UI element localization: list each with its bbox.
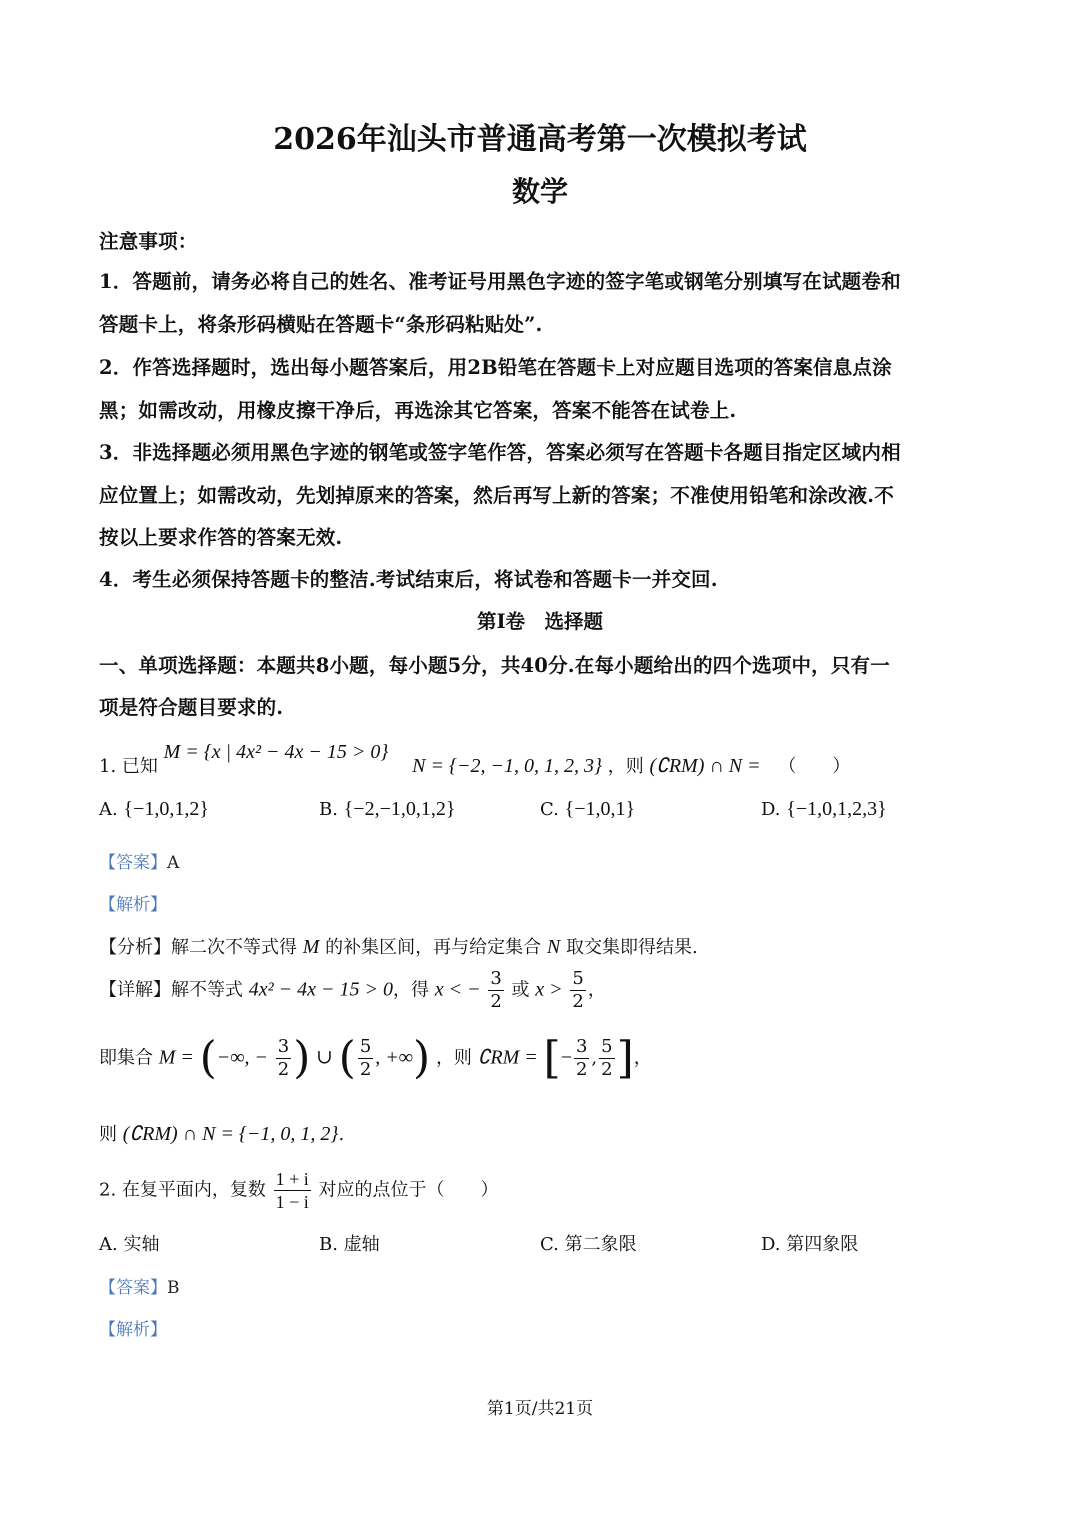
frac-den: 2 [359, 1059, 372, 1080]
q2-option-b[interactable] [319, 1230, 380, 1256]
q1-fenxi [99, 933, 698, 959]
line2-m: M = [158, 1046, 194, 1069]
q2-analysis-tag: 【解析】 [99, 1320, 167, 1340]
q1-prefix: 1. 已知 [99, 756, 158, 777]
q1-option-a[interactable] [99, 798, 209, 821]
frac-num: 3 [277, 1036, 290, 1057]
line3-end: . [338, 1124, 345, 1145]
answer-tag: 【答案】 [99, 853, 167, 873]
q2-option-a[interactable] [99, 1230, 159, 1256]
q1-set-n: N = {−2, −1, 0, 1, 2, 3} [412, 755, 602, 777]
q2-option-d[interactable] [761, 1230, 858, 1256]
xiangjie-text: ，得 [392, 979, 429, 1001]
notice-heading: 注意事项： [99, 230, 198, 253]
notice-line-1: 1．答题前，请务必将自己的姓名、准考证号用黑色字迹的签字笔或钢笔分别填写在试题卷和 [99, 270, 901, 293]
frac-den: 2 [601, 1059, 613, 1080]
line2-text: ，则 [435, 1047, 472, 1069]
option-label: B. [319, 1234, 338, 1255]
frac-num: 5 [359, 1036, 372, 1057]
option-value: 实轴 [123, 1234, 160, 1255]
notice-line-6: 应位置上；如需改动，先划掉原来的答案，然后再写上新的答案；不准使用铅笔和涂改液.不 [99, 484, 894, 507]
fraction [599, 1036, 614, 1081]
frac-den: 2 [277, 1059, 290, 1080]
notice-line-7: 按以上要求作答的答案无效. [99, 526, 343, 549]
notice-line-3: 2．作答选择题时，选出每小题答案后，用2B铅笔在答题卡上对应题目选项的答案信息点涂 [99, 356, 892, 379]
option-label: A. [99, 1234, 118, 1255]
q1-option-b[interactable] [319, 798, 455, 821]
frac-num: 1 + i [275, 1169, 309, 1189]
fenxi-text: 解二次不等式得 [171, 937, 297, 958]
frac-den: 1 − i [275, 1192, 309, 1212]
q1-option-d[interactable] [761, 798, 887, 821]
xiangjie-tag: 【详解】 [99, 979, 171, 1001]
page-footer: 第1页/共21页 [486, 1399, 594, 1419]
fenxi-n: N [546, 936, 561, 958]
q2-answer [99, 1273, 180, 1298]
option-value: {−1,0,1} [564, 798, 636, 820]
q2-stem [99, 1168, 499, 1213]
fraction [274, 1168, 311, 1213]
option-label: D. [761, 1234, 781, 1255]
section-title: 第I卷 选择题 [476, 610, 604, 633]
q1-stem [99, 741, 851, 778]
line2-neg-inf: −∞, − [216, 1046, 269, 1069]
q1-option-c[interactable] [540, 798, 635, 821]
fenxi-tag: 【分析】 [99, 937, 171, 958]
notice-line-5: 3．非选择题必须用黑色字迹的钢笔或签字笔作答，答案必须写在答题卡各题目指定区域内相 [99, 441, 901, 464]
frac-num: 3 [575, 1036, 588, 1057]
q1-complement: (∁RM) ∩ N = [649, 755, 761, 777]
frac-num: 3 [490, 968, 502, 989]
frac-den: 2 [572, 991, 584, 1012]
notice-line-8: 4．考生必须保持答题卡的整洁.考试结束后，将试卷和答题卡一并交回. [99, 568, 718, 591]
option-label: D. [761, 799, 781, 820]
q2-text: 对应的点位于（ ） [318, 1179, 499, 1201]
answer-value: A [167, 853, 180, 873]
section-instruction-1: 一、单项选择题：本题共8小题，每小题5分，共40分.在每小题给出的四个选项中，只有一 [99, 654, 890, 677]
q1-analysis-tag: 【解析】 [99, 895, 167, 915]
q1-paren: （ ） [778, 756, 851, 777]
exam-title: 2026年汕头市普通高考第一次模拟考试 [273, 122, 807, 157]
q1-answer [99, 848, 179, 873]
fenxi-text: 取交集即得结果. [565, 937, 698, 958]
xiangjie-or: 或 [511, 979, 530, 1001]
answer-value: B [167, 1278, 180, 1298]
answer-tag: 【答案】 [99, 1278, 167, 1298]
line2-pos-inf: , +∞ [375, 1046, 414, 1069]
fraction [574, 1036, 589, 1081]
line2-text: 即集合 [99, 1047, 153, 1069]
q2-option-c[interactable] [540, 1230, 637, 1256]
option-value: {−2,−1,0,1,2} [343, 798, 456, 820]
section-instruction-2: 项是符合题目要求的. [99, 696, 284, 719]
xiangjie-x-upper: x > [535, 978, 563, 1001]
line2-complement: ∁RM = [477, 1046, 538, 1069]
xiangjie-inequality: 4x² − 4x − 15 > 0 [248, 978, 393, 1001]
line3-text: 则 [99, 1124, 117, 1145]
frac-den: 2 [490, 991, 502, 1012]
option-label: A. [99, 799, 118, 820]
option-value: {−1,0,1,2,3} [786, 798, 887, 820]
q1-line2: 即集合 M = (−∞, − $\frac{3}{2}$ ) ∪ ( $\frac{5}{2}$ , +∞) ，则 ∁RM = [− $\frac{3}{2}$ , $\frac{5}{2}$ ]， [99, 1032, 652, 1084]
frac-num: 5 [601, 1036, 613, 1057]
fenxi-text: 的补集区间，再与给定集合 [325, 937, 542, 958]
exam-subject: 数学 [511, 175, 568, 208]
fraction [488, 968, 503, 1013]
option-value: {−1,0,1,2} [123, 798, 209, 820]
frac-den: 2 [575, 1059, 588, 1080]
q1-ask: ，则 [607, 756, 644, 777]
q1-xiangjie: 【详解】解不等式 4x² − 4x − 15 > 0，得 x < − $\frac{3}{2}$ 或 x > $\frac{5}{2}$ ， [99, 968, 606, 1012]
fraction [570, 968, 585, 1013]
fraction [358, 1036, 373, 1081]
notice-line-2: 答题卡上，将条形码横贴在答题卡“条形码粘贴处”. [99, 313, 543, 336]
q2-prefix: 2. 在复平面内，复数 [99, 1179, 266, 1201]
line3-expression: (∁RM) ∩ N = {−1, 0, 1, 2} [122, 1123, 339, 1145]
option-label: C. [540, 1234, 559, 1255]
q1-set-m: M = {x | 4x² − 4x − 15 > 0} [163, 741, 389, 763]
frac-num: 5 [572, 968, 584, 989]
q1-line3 [99, 1120, 344, 1146]
xiangjie-x-lower: x < − [434, 978, 481, 1001]
option-value: 第二象限 [564, 1234, 637, 1255]
fenxi-m: M [302, 936, 320, 958]
xiangjie-text: 解不等式 [171, 979, 243, 1001]
option-value: 第四象限 [786, 1234, 859, 1255]
fraction [276, 1036, 291, 1081]
option-label: B. [319, 799, 338, 820]
notice-line-4: 黑；如需改动，用橡皮擦干净后，再选涂其它答案，答案不能答在试卷上. [99, 399, 737, 422]
option-value: 虚轴 [343, 1234, 380, 1255]
option-label: C. [540, 799, 559, 820]
